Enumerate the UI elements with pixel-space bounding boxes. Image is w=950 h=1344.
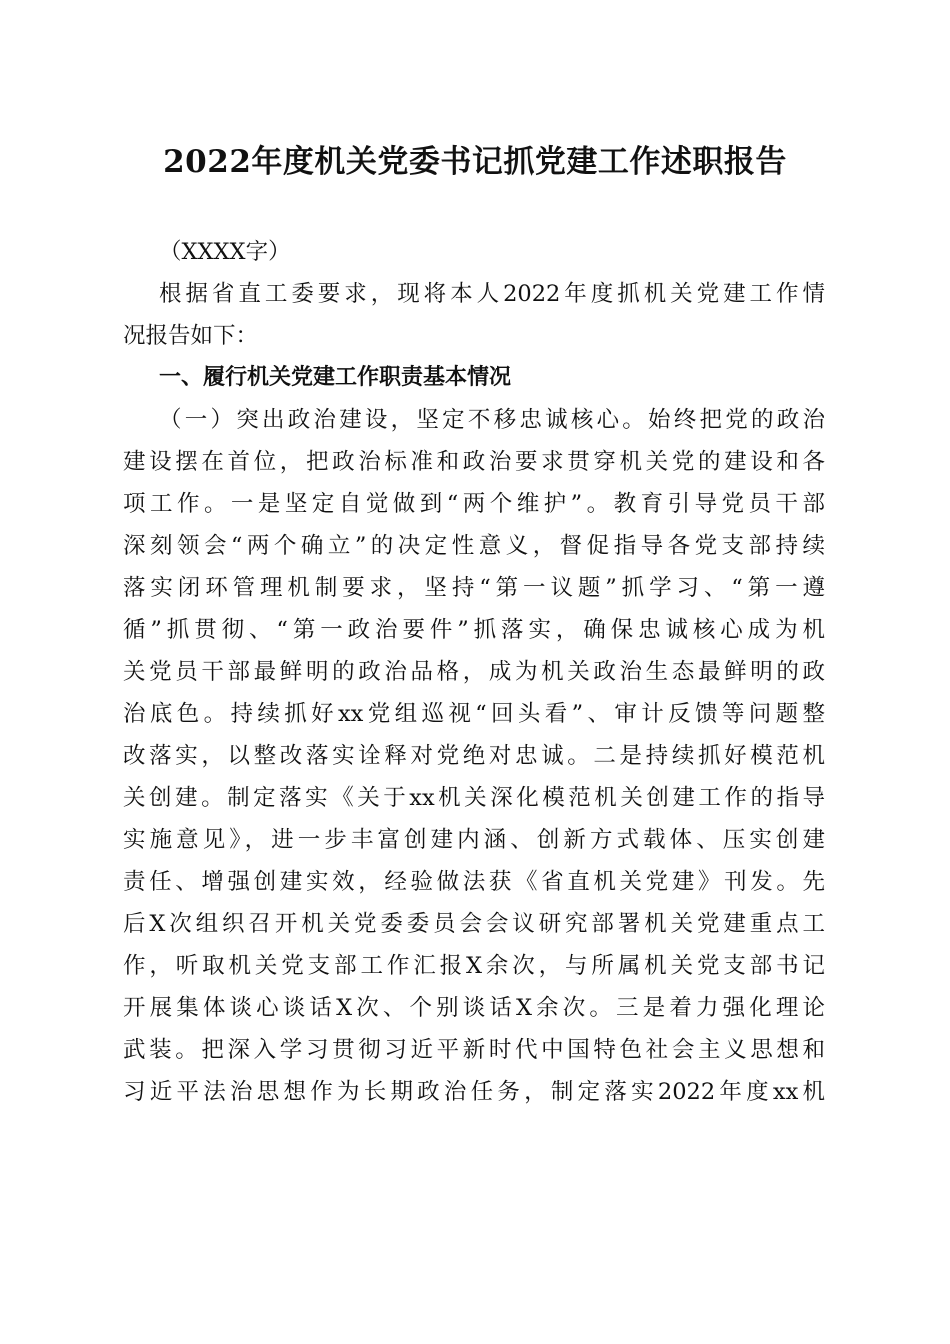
paragraph-line: 实施意见》，进一步丰富创建内涵、创新方式载体、压实创建	[123, 827, 825, 853]
paragraph-line: 关创建。制定落实《关于xx机关深化模范机关创建工作的指导	[123, 785, 825, 811]
paragraph-line: 责任、增强创建实效，经验做法获《省直机关党建》刊发。先	[123, 869, 825, 895]
intro-line-2: 况报告如下：	[123, 323, 259, 349]
paragraph-line: 建设摆在首位，把政治标准和政治要求贯穿机关党的建设和各	[123, 449, 825, 475]
paragraph-line: 项工作。一是坚定自觉做到“两个维护”。教育引导党员干部	[123, 491, 825, 517]
document-body	[123, 231, 825, 1113]
paragraph-line: 武装。把深入学习贯彻习近平新时代中国特色社会主义思想和	[123, 1037, 825, 1063]
section-heading: 一、履行机关党建工作职责基本情况	[159, 365, 512, 390]
paragraph-line: 后X次组织召开机关党委委员会会议研究部署机关党建重点工	[123, 911, 825, 937]
paragraph-line: 开展集体谈心谈话X次、个别谈话X余次。三是着力强化理论	[123, 995, 825, 1021]
paragraph-line: （一）突出政治建设，坚定不移忠诚核心。始终把党的政治	[159, 407, 825, 433]
paragraph-line: 治底色。持续抓好xx党组巡视“回头看”、审计反馈等问题整	[123, 701, 825, 727]
paragraph-line: 关党员干部最鲜明的政治品格，成为机关政治生态最鲜明的政	[123, 659, 825, 685]
paragraph-line: 作，听取机关党支部工作汇报X余次，与所属机关党支部书记	[123, 953, 825, 979]
intro-line-1: 根据省直工委要求，现将本人2022年度抓机关党建工作情	[159, 281, 825, 307]
document-title: 2022年度机关党委书记抓党建工作述职报告	[163, 144, 787, 180]
paragraph-line: 循”抓贯彻、“第一政治要件”抓落实，确保忠诚核心成为机	[123, 617, 825, 643]
paragraph-line: 改落实，以整改落实诠释对党绝对忠诚。二是持续抓好模范机	[123, 743, 825, 769]
paragraph-line: 深刻领会“两个确立”的决定性意义，督促指导各党支部持续	[123, 533, 825, 559]
word-count-note: （XXXX字）	[159, 239, 291, 265]
paragraph-line: 习近平法治思想作为长期政治任务，制定落实2022年度xx机	[123, 1079, 825, 1105]
paragraph-line: 落实闭环管理机制要求，坚持“第一议题”抓学习、“第一遵	[123, 575, 825, 601]
